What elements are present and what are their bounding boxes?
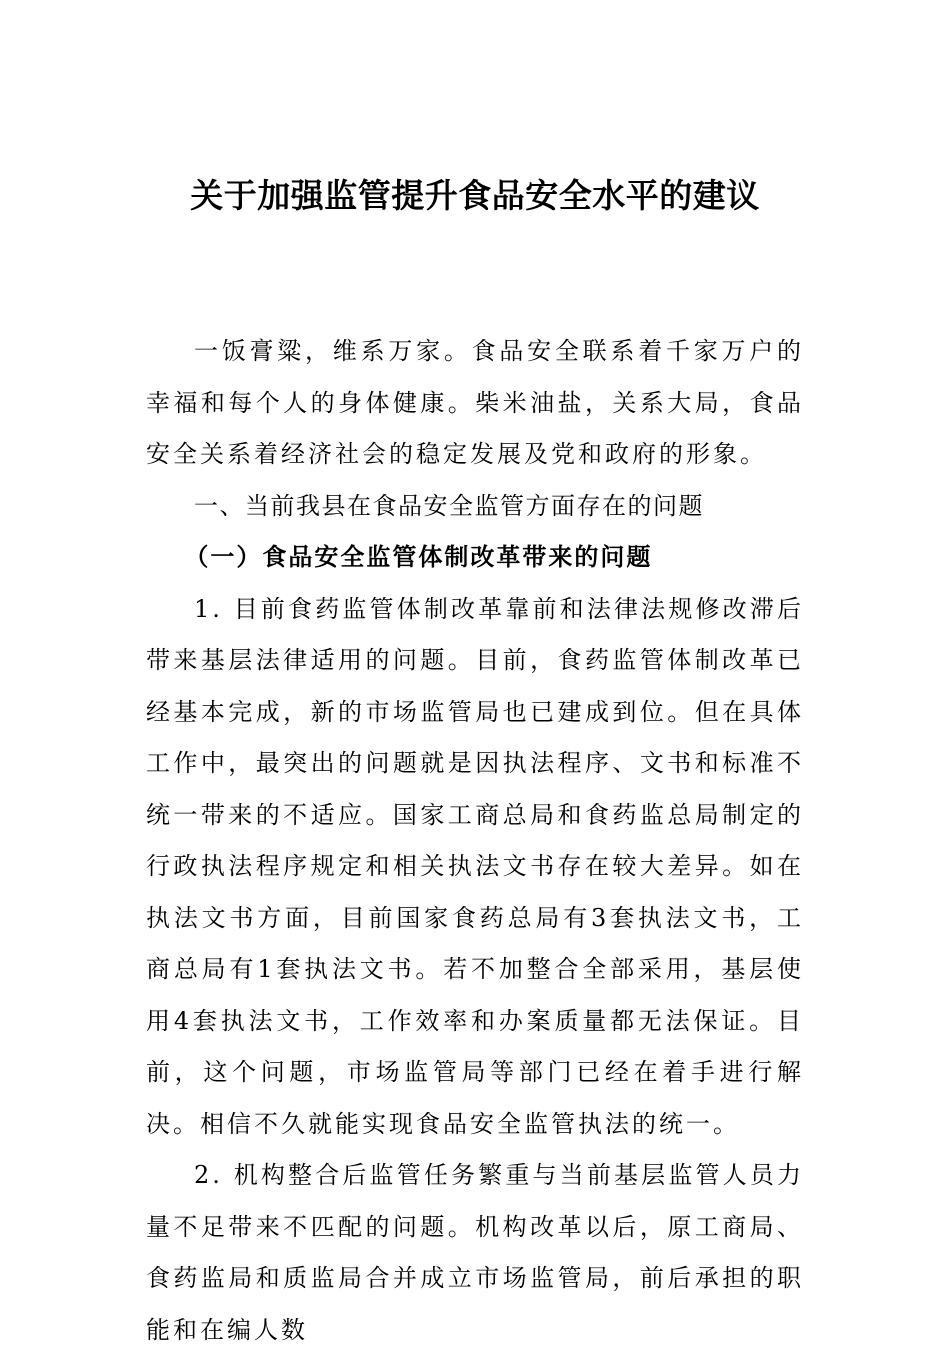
document-title: 关于加强监管提升食品安全水平的建议: [190, 176, 760, 215]
item-paragraph-2: 2. 机构整合后监管任务繁重与当前基层监管人员力量不足带来不匹配的问题。机构改革以后，原工商局、食药监局和质监局合并成立市场监管局，前后承担的职能和在编人数: [146, 1161, 804, 1344]
document-body: [146, 326, 804, 1356]
item-paragraph-1: 1. 目前食药监管体制改革靠前和法律法规修改滞后带来基层法律适用的问题。目前，食药监管体制改革已经基本完成，新的市场监管局也已建成到位。但在具体工作中，最突出的问题就是因执法程序、文书和标准不统一带来的不适应。国家工商总局和食药监总局制定的行政执法程序规定和相关执法文书存在较大差异。如在执法文书方面，目前国家食药总局有3套执法文书，工商总局有1套执法文书。若不加整合全部采用，基层使用4套执法文书，工作效率和办案质量都无法保证。目前，这个问题，市场监管局等部门已经在着手进行解决。相信不久就能实现食品安全监管执法的统一。: [146, 594, 804, 1138]
section-heading: 一、当前我县在食品安全监管方面存在的问题: [194, 491, 704, 520]
intro-paragraph: 一饭膏粱，维系万家。食品安全联系着千家万户的幸福和每个人的身体健康。柴米油盐，关系大局，食品安全关系着经济社会的稳定发展及党和政府的形象。: [146, 337, 804, 468]
subsection-heading: （一）食品安全监管体制改革带来的问题: [184, 543, 653, 571]
